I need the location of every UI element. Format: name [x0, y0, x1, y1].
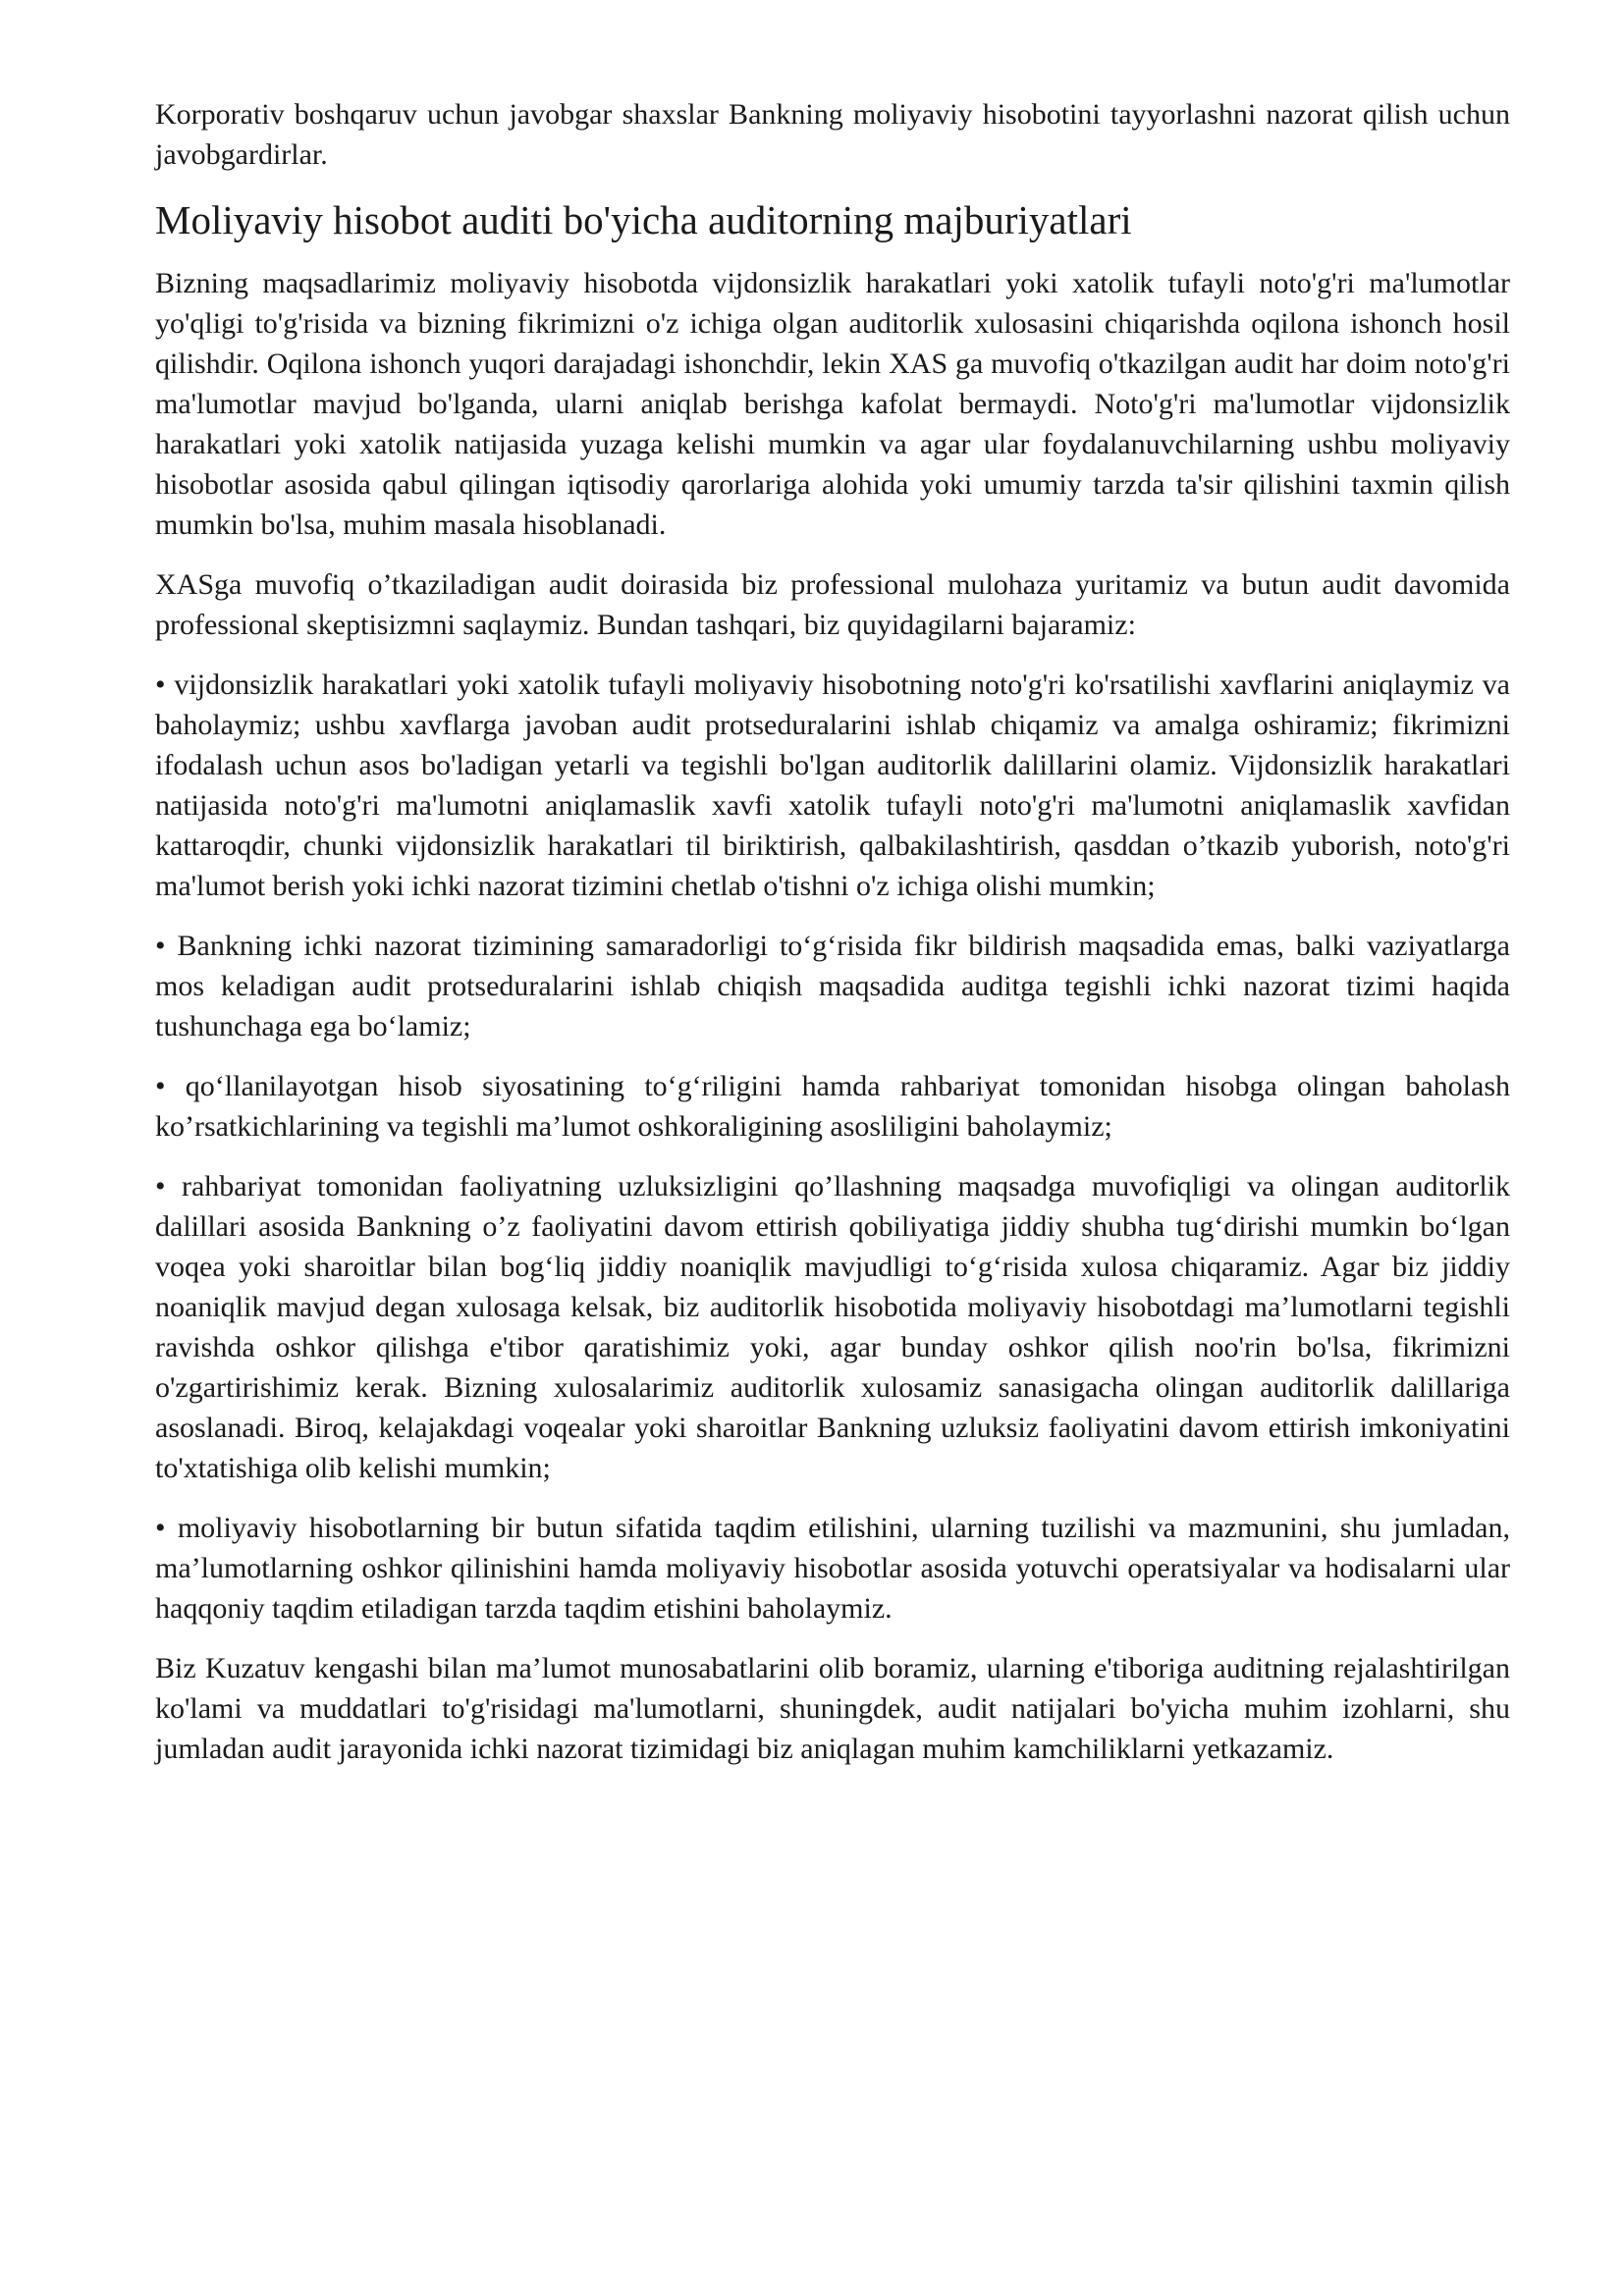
- bullet-risk-assessment: • vijdonsizlik harakatlari yoki xatolik tufayli moliyaviy hisobotning noto'g'ri ko'rsatilishi xavflarini aniqlaymiz va baholaymiz; ushbu xavflarga javoban audit protseduralarini ishlab chiqamiz va amalga oshiramiz; fikrimizni ifodalash uchun asos bo'ladigan yetarli va tegishli bo'lgan auditorlik dalillarini olamiz. Vijdonsizlik harakatlari natijasida noto'g'ri ma'lumotni aniqlamaslik xavfi xatolik tufayli noto'g'ri ma'lumotni aniqlamaslik xavfidan kattaroqdir, chunki vijdonsizlik harakatlari til biriktirish, qalbakilashtirish, qasddan o’tkazib yuborish, noto'g'ri ma'lumot berish yoki ichki nazorat tizimini chetlab o'tishni o'z ichiga olishi mumkin;: [155, 668, 1510, 902]
- bullet-presentation: • moliyaviy hisobotlarning bir butun sifatida taqdim etilishini, ularning tuzilishi va mazmunini, shu jumladan, ma’lumotlarning oshkor qilinishini hamda moliyaviy hisobotlar asosida yotuvchi operatsiyalar va hodisalarni ular haqqoniy taqdim etiladigan tarzda taqdim etishini baholaymiz.: [155, 1512, 1510, 1625]
- bullet-internal-control: • Bankning ichki nazorat tizimining samaradorligi to‘g‘risida fikr bildirish maqsadida emas, balki vaziyatlarga mos keladigan audit protseduralarini ishlab chiqish maqsadida auditga tegishli ichki nazorat tizimi haqida tushunchaga ega bo‘lamiz;: [155, 930, 1510, 1042]
- paragraph-communication: Biz Kuzatuv kengashi bilan ma’lumot munosabatlarini olib boramiz, ularning e'tiboriga auditning rejalashtirilgan ko'lami va muddatlari to'g'risidagi ma'lumotlarni, shuningdek, audit natijalari bo'yicha muhim izohlarni, shu jumladan audit jarayonida ichki nazorat tizimidagi biz aniqlagan muhim kamchiliklarni yetkazamiz.: [155, 1652, 1510, 1765]
- bullet-accounting-policy: • qo‘llanilayotgan hisob siyosatining to‘g‘riligini hamda rahbariyat tomonidan hisobga olingan baholash ko’rsatkichlarining va tegishli ma’lumot oshkoraligining asosliligini baholaymiz;: [155, 1070, 1510, 1143]
- paragraph-objectives: Bizning maqsadlarimiz moliyaviy hisobotda vijdonsizlik harakatlari yoki xatolik tufayli noto'g'ri ma'lumotlar yo'qligi to'g'risida va bizning fikrimizni o'z ichiga olgan auditorlik xulosasini chiqarishda oqilona ishonch hosil qilishdir. Oqilona ishonch yuqori darajadagi ishonchdir, lekin XAS ga muvofiq o'tkazilgan audit har doim noto'g'ri ma'lumotlar mavjud bo'lganda, ularni aniqlab berishga kafolat bermaydi. Noto'g'ri ma'lumotlar vijdonsizlik harakatlari yoki xatolik natijasida yuzaga kelishi mumkin va agar ular foydalanuvchilarning ushbu moliyaviy hisobotlar asosida qabul qilingan iqtisodiy qarorlariga alohida yoki umumiy tarzda ta'sir qilishini taxmin qilish mumkin bo'lsa, muhim masala hisoblanadi.: [155, 267, 1510, 541]
- section-heading: Moliyaviy hisobot auditi bo'yicha auditorning majburiyatlari: [155, 197, 1132, 242]
- paragraph-audit-scope: XASga muvofiq o’tkaziladigan audit doirasida biz professional mulohaza yuritamiz va butun audit davomida professional skeptisizmni saqlaymiz. Bundan tashqari, biz quyidagilarni bajaramiz:: [155, 568, 1510, 641]
- document-page: [155, 94, 1510, 1789]
- intro-paragraph: Korporativ boshqaruv uchun javobgar shaxslar Bankning moliyaviy hisobotini tayyorlashni nazorat qilish uchun javobgardirlar.: [155, 98, 1510, 171]
- bullet-going-concern: • rahbariyat tomonidan faoliyatning uzluksizligini qo’llashning maqsadga muvofiqligi va olingan auditorlik dalillari asosida Bankning o’z faoliyatini davom ettirish qobiliyatiga jiddiy shubha tug‘dirishi mumkin bo‘lgan voqea yoki sharoitlar bilan bog‘liq jiddiy noaniqlik mavjudligi to‘g‘risida xulosa chiqaramiz. Agar biz jiddiy noaniqlik mavjud degan xulosaga kelsak, biz auditorlik hisobotida moliyaviy hisobotdagi ma’lumotlarni tegishli ravishda oshkor qilishga e'tibor qaratishimiz yoki, agar bunday oshkor qilish noo'rin bo'lsa, fikrimizni o'zgartirishimiz kerak. Bizning xulosalarimiz auditorlik xulosamiz sanasigacha olingan auditorlik dalillariga asoslanadi. Biroq, kelajakdagi voqealar yoki sharoitlar Bankning uzluksiz faoliyatini davom ettirish imkoniyatini to'xtatishiga olib kelishi mumkin;: [155, 1170, 1510, 1484]
